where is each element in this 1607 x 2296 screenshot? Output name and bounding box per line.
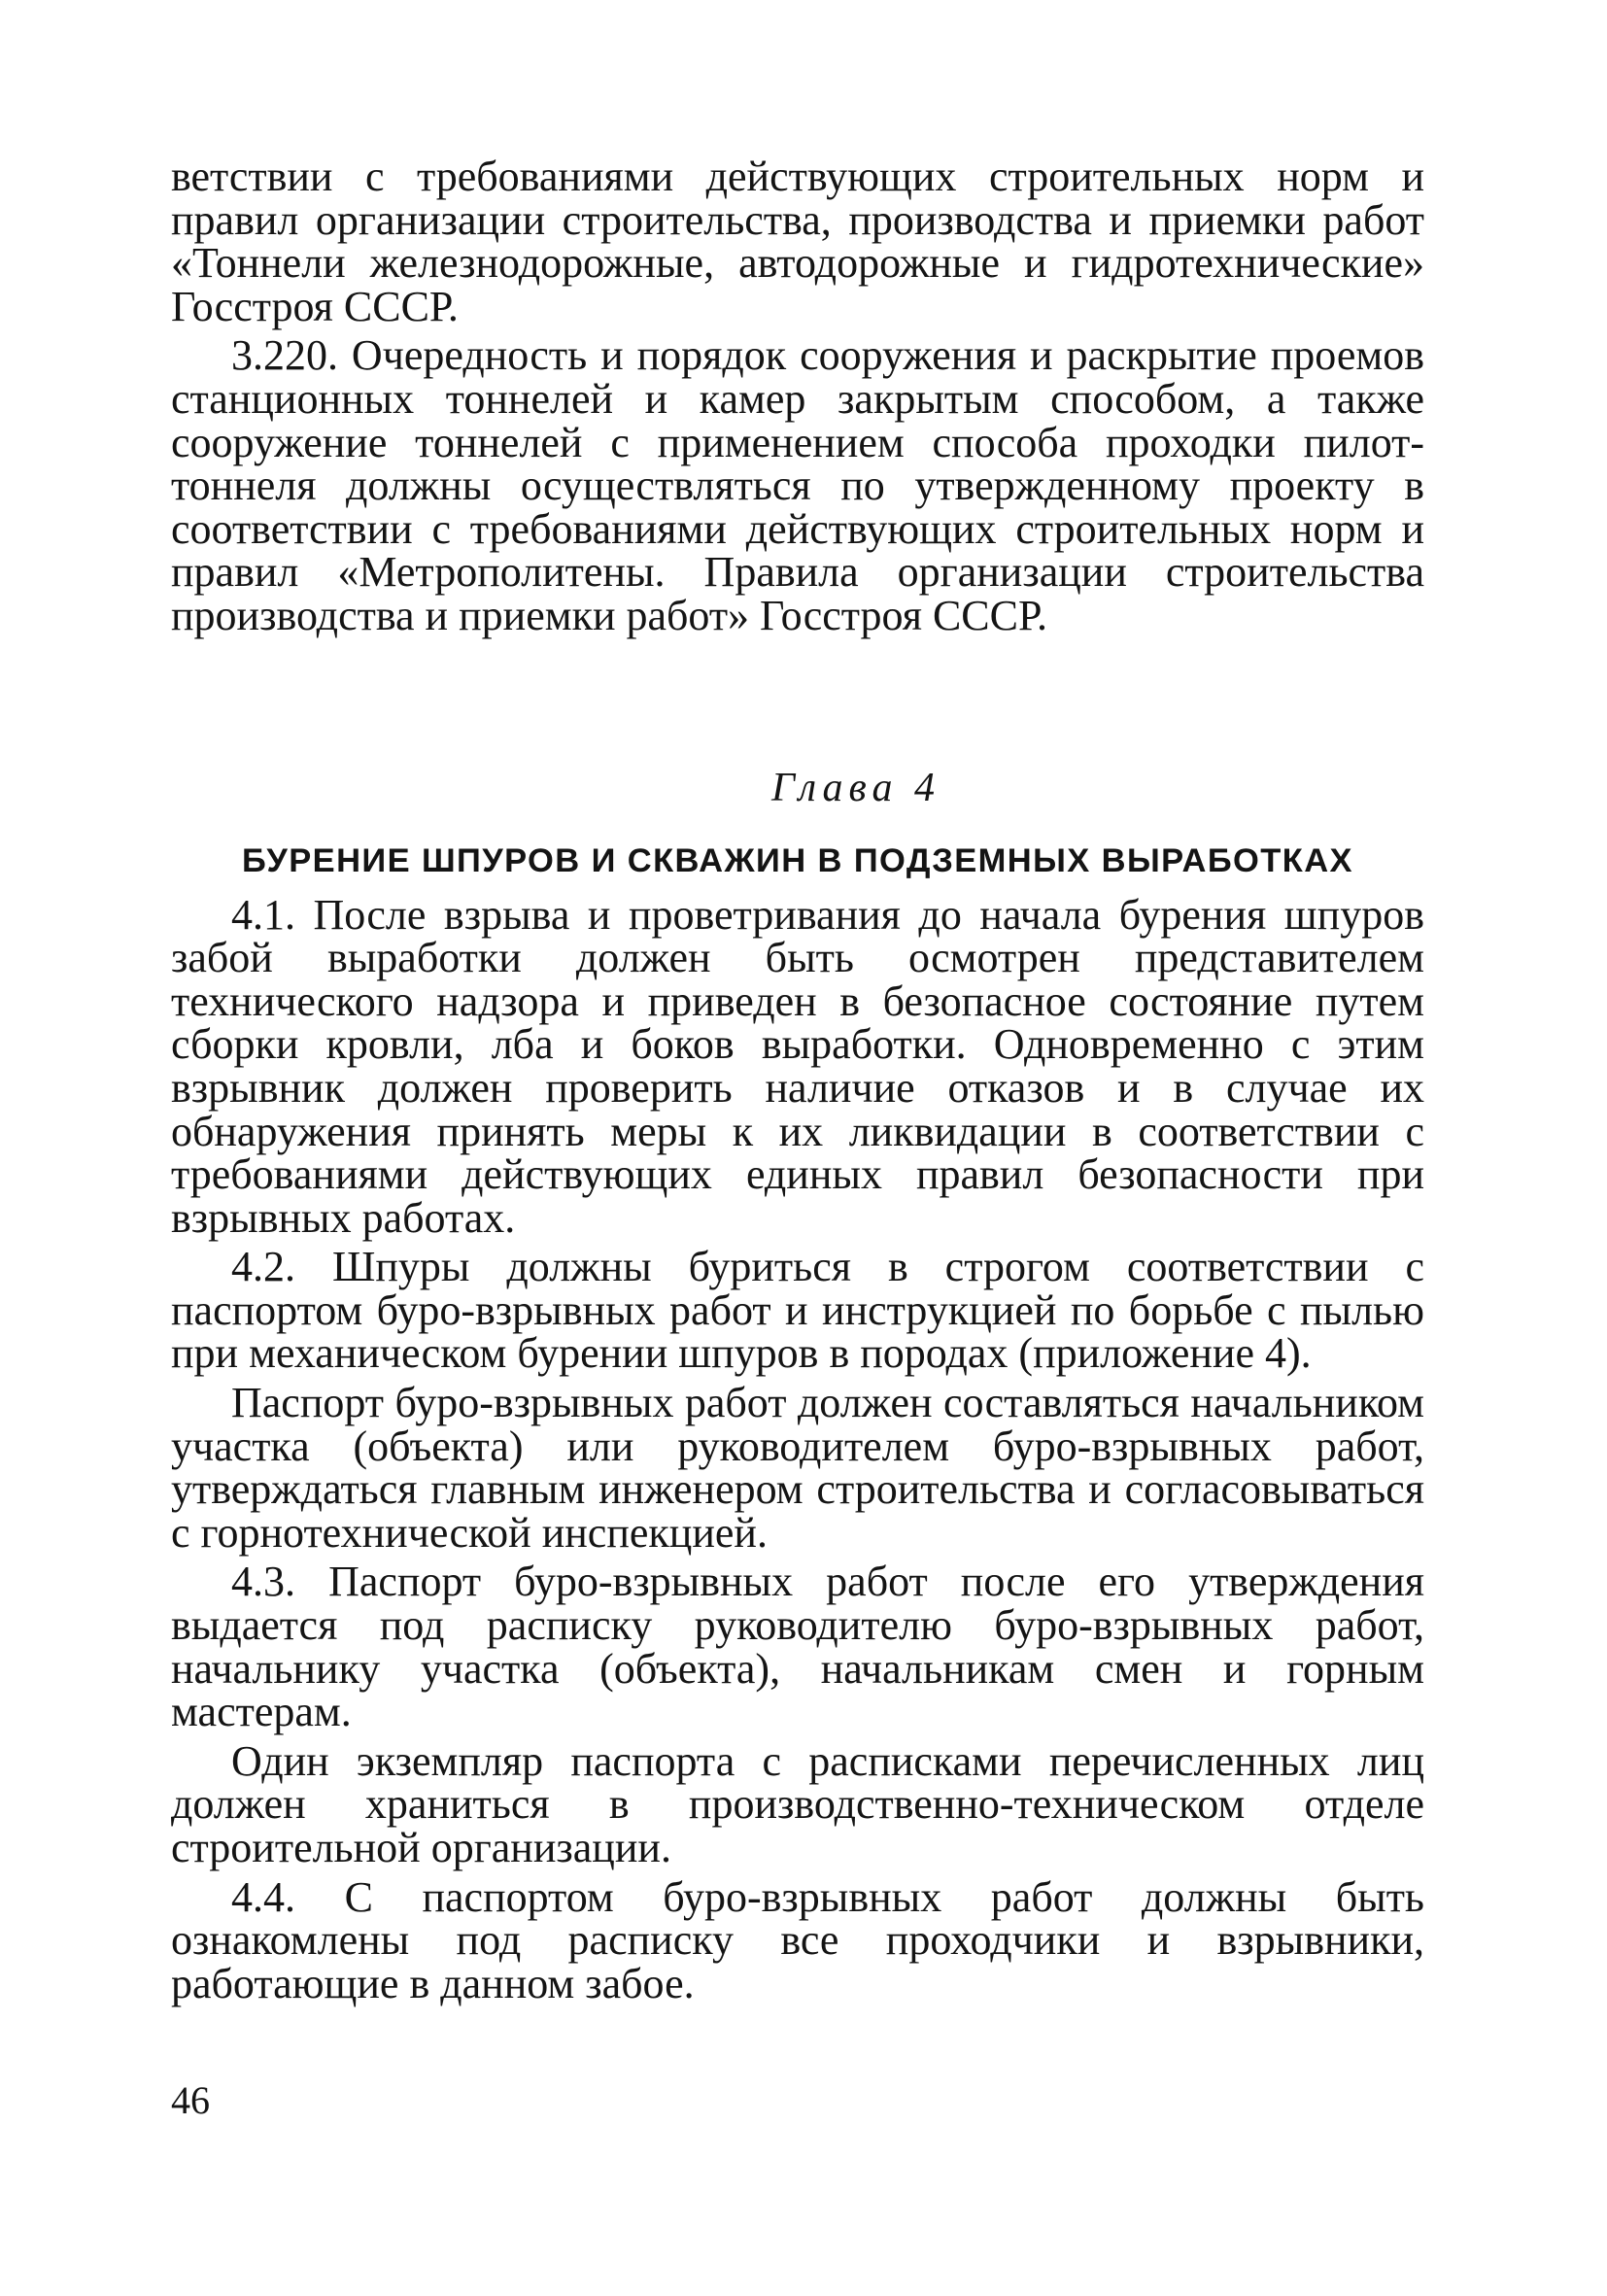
paragraph-4-4: 4.4. С паспортом буро-взрывных работ должны быть ознакомлены под расписку все проходчики и взрывники, работающие в данном забое.	[171, 1872, 1424, 2007]
chapter-label: Глава 4	[771, 765, 940, 810]
paragraph-4-3-copy: Один экземпляр паспорта с расписками перечисленных лиц должен храниться в производственно-техническом отделе строительной организации.	[171, 1736, 1424, 1871]
paragraph-3-220: 3.220. Очередность и порядок сооружения и раскрытие проемов станционных тоннелей и камер закрытым способом, а также сооружение тоннелей с применением способа проходки пилот-тоннеля должны осуществляться по утвержденному проекту в соответствии с требованиями действующих строительных норм и правил «Метрополитены. Правила организации строительства производства и приемки работ» Госстроя СССР.	[171, 331, 1424, 639]
paragraph-4-2-passport: Паспорт буро-взрывных работ должен составляться начальником участка (объекта) или руководителем буро-взрывных работ, утверждаться главным инженером строительства и согласовываться с горнотехнической инспекцией.	[171, 1379, 1424, 1557]
chapter-title: БУРЕНИЕ ШПУРОВ И СКВАЖИН В ПОДЗЕМНЫХ ВЫРАБОТКАХ	[242, 841, 1353, 879]
paragraph-4-2: 4.2. Шпуры должны буриться в строгом соответствии с паспортом буро-взрывных работ и инструкцией по борьбе с пылью при механическом бурении шпуров в породах (приложение 4).	[171, 1243, 1424, 1378]
paragraph-continuation: ветствии с требованиями действующих строительных норм и правил организации строительства, производства и приемки работ «Тоннели железнодорожные, автодорожные и гидротехнические» Госстроя СССР.	[171, 153, 1424, 330]
paragraph-4-3: 4.3. Паспорт буро-взрывных работ после его утверждения выдается под расписку руководителю буро-взрывных работ, начальнику участка (объекта), начальникам смен и горным мастерам.	[171, 1558, 1424, 1736]
page-number: 46	[171, 2078, 210, 2122]
paragraph-4-1: 4.1. После взрыва и проветривания до начала бурения шпуров забой выработки должен быть осмотрен представителем технического надзора и приведен в безопасное состояние путем сборки кровли, лба и боков выработки. Одновременно с этим взрывник должен проверить наличие отказов и в случае их обнаружения принять меры к их ликвидации в соответствии с требованиями действующих единых правил безопасности при взрывных работах.	[171, 890, 1424, 1242]
page-body	[171, 155, 1424, 2005]
